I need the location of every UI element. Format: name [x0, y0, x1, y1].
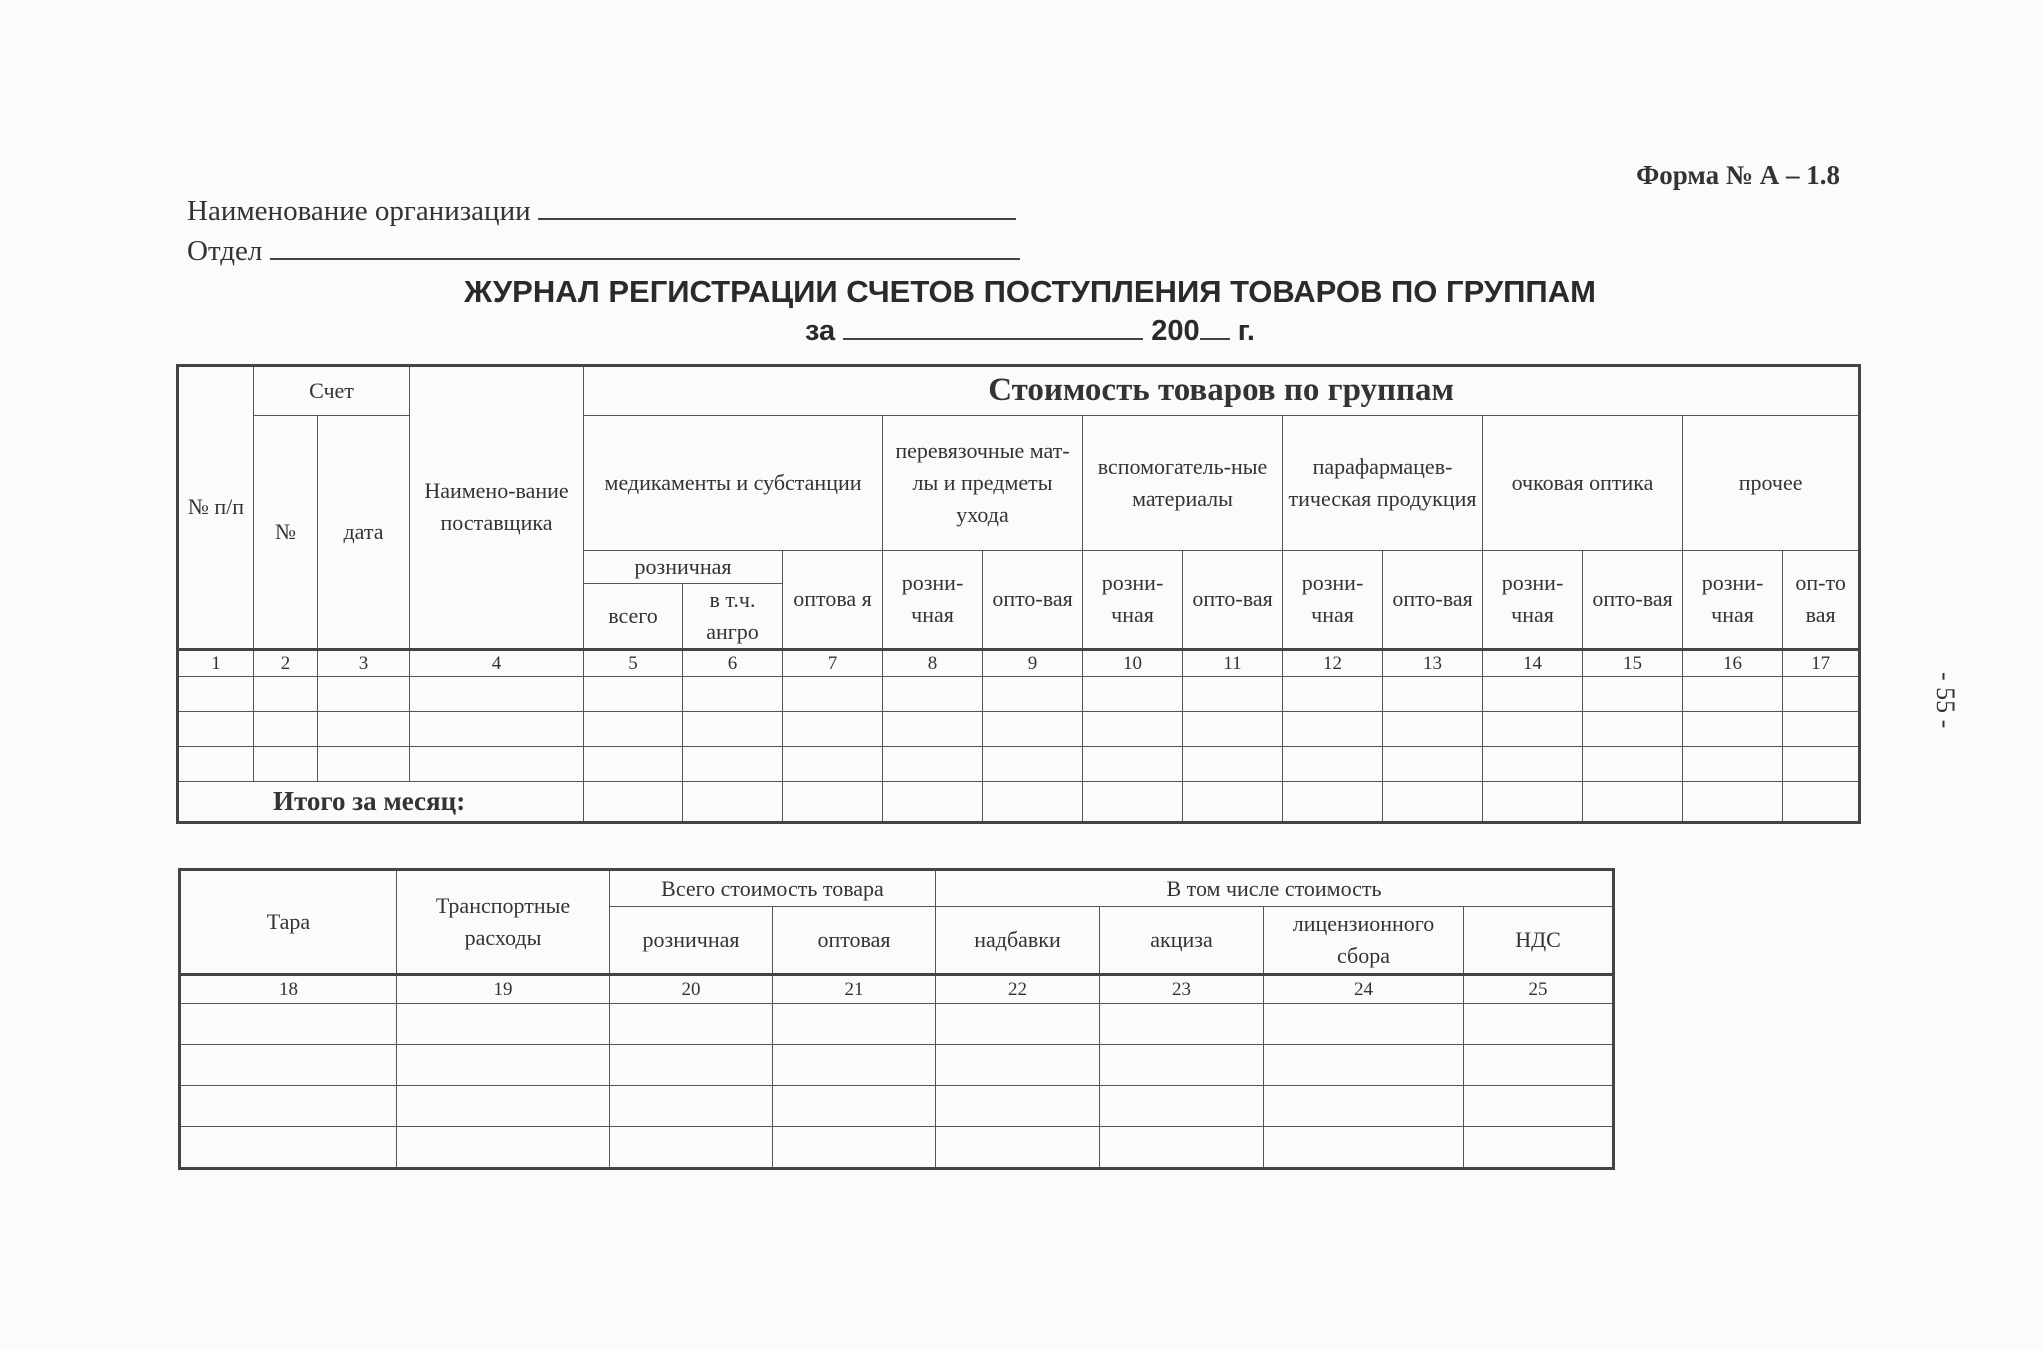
header-retail-incl-angro: в т.ч. ангро — [683, 583, 783, 649]
page-number: - 55 - — [1931, 672, 1960, 729]
header-retail-auxiliary: розни-чная — [1083, 550, 1183, 649]
table-cell[interactable] — [683, 711, 783, 746]
table-cell[interactable] — [783, 781, 883, 822]
table-row — [180, 1004, 1614, 1045]
period-suffix: г. — [1237, 315, 1255, 347]
column-number-row — [180, 975, 1614, 1004]
table-cell[interactable] — [318, 746, 410, 781]
table-cell[interactable] — [1383, 676, 1483, 711]
header-vat: НДС — [1464, 907, 1614, 975]
table-cell[interactable] — [318, 711, 410, 746]
table-cell[interactable] — [1183, 781, 1283, 822]
table-cell[interactable] — [1283, 746, 1383, 781]
table-cell[interactable] — [180, 1086, 397, 1127]
header-wholesale-medicines: оптова я — [783, 550, 883, 649]
header-retail-parapharma: розни-чная — [1283, 550, 1383, 649]
table-cell[interactable] — [1483, 676, 1583, 711]
header-group-dressings: перевязочные мат-лы и предметы ухода — [883, 415, 1083, 550]
column-number: 21 — [773, 975, 936, 1004]
column-number: 17 — [1783, 649, 1860, 676]
column-number: 20 — [610, 975, 773, 1004]
header-retail: розничная — [584, 550, 783, 583]
total-row — [178, 781, 1860, 822]
cost-breakdown-table — [178, 868, 1615, 1170]
table-cell[interactable] — [1083, 711, 1183, 746]
table-cell[interactable] — [883, 746, 983, 781]
table-cell[interactable] — [1464, 1004, 1614, 1045]
table-cell[interactable] — [1264, 1004, 1464, 1045]
table-row — [180, 1127, 1614, 1169]
table-row — [178, 746, 1860, 781]
table-cell[interactable] — [584, 676, 683, 711]
table-cell[interactable] — [1683, 711, 1783, 746]
header-license-fee: лицензионного сбора — [1264, 907, 1464, 975]
header-invoice: Счет — [254, 366, 410, 416]
header-group-parapharma: парафармацев-тическая продукция — [1283, 415, 1483, 550]
table-cell[interactable] — [410, 676, 584, 711]
table-cell[interactable] — [783, 746, 883, 781]
column-number: 12 — [1283, 649, 1383, 676]
period-year: 200 — [1151, 315, 1200, 347]
column-number: 7 — [783, 649, 883, 676]
table-cell[interactable] — [178, 676, 254, 711]
table-cell[interactable] — [180, 1004, 397, 1045]
column-number: 22 — [936, 975, 1100, 1004]
table-cell[interactable] — [783, 711, 883, 746]
table-cell[interactable] — [397, 1127, 610, 1169]
column-number: 25 — [1464, 975, 1614, 1004]
table-cell[interactable] — [983, 781, 1083, 822]
table-cell[interactable] — [1183, 711, 1283, 746]
table-cell[interactable] — [254, 746, 318, 781]
column-number: 13 — [1383, 649, 1483, 676]
table-cell[interactable] — [397, 1045, 610, 1086]
table-cell[interactable] — [883, 676, 983, 711]
table-cell[interactable] — [936, 1127, 1100, 1169]
table-cell[interactable] — [1483, 746, 1583, 781]
table-cell[interactable] — [1783, 711, 1860, 746]
table-cell[interactable] — [1283, 711, 1383, 746]
table-row — [180, 1086, 1614, 1127]
header-retail-optics: розни-чная — [1483, 550, 1583, 649]
table-cell[interactable] — [1383, 781, 1483, 822]
column-number: 16 — [1683, 649, 1783, 676]
table-cell[interactable] — [1264, 1045, 1464, 1086]
table-cell[interactable] — [410, 711, 584, 746]
table-cell[interactable] — [1683, 746, 1783, 781]
table-cell[interactable] — [683, 781, 783, 822]
table-cell[interactable] — [1183, 746, 1283, 781]
table-cell[interactable] — [1783, 781, 1860, 822]
column-number: 6 — [683, 649, 783, 676]
table-cell[interactable] — [584, 746, 683, 781]
table-cell[interactable] — [1283, 676, 1383, 711]
table-cell[interactable] — [254, 711, 318, 746]
period-field[interactable] — [843, 312, 1143, 340]
header-wholesale-dressings: опто-вая — [983, 550, 1083, 649]
table-cell[interactable] — [1583, 711, 1683, 746]
column-number: 15 — [1583, 649, 1683, 676]
table-cell[interactable] — [1183, 676, 1283, 711]
table-cell[interactable] — [1283, 781, 1383, 822]
table-cell[interactable] — [1583, 746, 1683, 781]
table-cell[interactable] — [1083, 676, 1183, 711]
column-number: 24 — [1264, 975, 1464, 1004]
invoice-register-table — [176, 364, 1861, 824]
table-cell[interactable] — [1100, 1086, 1264, 1127]
column-number: 14 — [1483, 649, 1583, 676]
header-retail-dressings: розни-чная — [883, 550, 983, 649]
table-cell[interactable] — [1683, 781, 1783, 822]
header-npp: № п/п — [178, 366, 254, 650]
table-cell[interactable] — [1483, 781, 1583, 822]
period-prefix: за — [805, 315, 836, 347]
period-line — [380, 312, 1680, 348]
table-cell[interactable] — [584, 711, 683, 746]
header-wholesale-auxiliary: опто-вая — [1183, 550, 1283, 649]
table-cell[interactable] — [180, 1127, 397, 1169]
table-cell[interactable] — [1383, 711, 1483, 746]
column-number: 10 — [1083, 649, 1183, 676]
table-cell[interactable] — [1464, 1045, 1614, 1086]
table-row — [178, 711, 1860, 746]
journal-title: ЖУРНАЛ РЕГИСТРАЦИИ СЧЕТОВ ПОСТУПЛЕНИЯ ТОВАРОВ ПО ГРУППАМ — [464, 274, 1596, 309]
table-cell[interactable] — [610, 1045, 773, 1086]
table-row — [180, 1045, 1614, 1086]
organization-label: Наименование организации — [187, 195, 531, 227]
table-cell[interactable] — [610, 1004, 773, 1045]
header-total-cost: Всего стоимость товара — [610, 870, 936, 907]
header-wholesale-parapharma: опто-вая — [1383, 550, 1483, 649]
header-wholesale-other: оп-то вая — [1783, 550, 1860, 649]
header-excise: акциза — [1100, 907, 1264, 975]
header-group-title: Стоимость товаров по группам — [584, 366, 1860, 416]
table-cell[interactable] — [1783, 676, 1860, 711]
table-cell[interactable] — [936, 1086, 1100, 1127]
table-cell[interactable] — [1083, 781, 1183, 822]
column-number: 11 — [1183, 649, 1283, 676]
year-field[interactable] — [1200, 312, 1230, 340]
table-cell[interactable] — [1100, 1004, 1264, 1045]
table-cell[interactable] — [410, 746, 584, 781]
table-cell[interactable] — [584, 781, 683, 822]
table-cell[interactable] — [178, 746, 254, 781]
table-cell[interactable] — [1683, 676, 1783, 711]
table-cell[interactable] — [983, 746, 1083, 781]
table-cell[interactable] — [1100, 1127, 1264, 1169]
table-cell[interactable] — [1100, 1045, 1264, 1086]
form-number: Форма № А – 1.8 — [1636, 160, 1840, 190]
table-cell[interactable] — [883, 781, 983, 822]
department-label: Отдел — [187, 235, 263, 267]
header-group-auxiliary: вспомогатель-ные материалы — [1083, 415, 1283, 550]
header-transport: Транспортные расходы — [397, 870, 610, 975]
column-number: 3 — [318, 649, 410, 676]
column-number: 18 — [180, 975, 397, 1004]
table-cell[interactable] — [683, 676, 783, 711]
table-cell[interactable] — [773, 1004, 936, 1045]
table-cell[interactable] — [1383, 746, 1483, 781]
table-cell[interactable] — [1083, 746, 1183, 781]
header-invoice-date: дата — [318, 415, 410, 649]
header-total-retail: розничная — [610, 907, 773, 975]
column-number-row — [178, 649, 1860, 676]
column-number: 5 — [584, 649, 683, 676]
column-number: 9 — [983, 649, 1083, 676]
table-cell[interactable] — [1264, 1086, 1464, 1127]
table-cell[interactable] — [1483, 711, 1583, 746]
table-cell[interactable] — [178, 711, 254, 746]
table-cell[interactable] — [936, 1004, 1100, 1045]
organization-line — [187, 194, 1016, 228]
table-cell[interactable] — [983, 676, 1083, 711]
department-line — [187, 234, 1020, 268]
table-cell[interactable] — [254, 676, 318, 711]
header-invoice-number: № — [254, 415, 318, 649]
column-number: 4 — [410, 649, 584, 676]
table-cell[interactable] — [610, 1127, 773, 1169]
column-number: 19 — [397, 975, 610, 1004]
table-cell[interactable] — [397, 1086, 610, 1127]
table-cell[interactable] — [773, 1086, 936, 1127]
table-cell[interactable] — [1583, 676, 1683, 711]
header-tara: Тара — [180, 870, 397, 975]
department-field[interactable] — [270, 234, 1020, 260]
table-cell[interactable] — [318, 676, 410, 711]
column-number: 2 — [254, 649, 318, 676]
header-retail-other: розни-чная — [1683, 550, 1783, 649]
organization-field[interactable] — [538, 194, 1016, 220]
column-number: 23 — [1100, 975, 1264, 1004]
table-cell[interactable] — [783, 676, 883, 711]
table-cell[interactable] — [936, 1045, 1100, 1086]
header-markups: надбавки — [936, 907, 1100, 975]
header-supplier: Наимено-вание поставщика — [410, 366, 584, 650]
table-cell[interactable] — [683, 746, 783, 781]
table-cell[interactable] — [1583, 781, 1683, 822]
header-group-other: прочее — [1683, 415, 1860, 550]
table-cell[interactable] — [983, 711, 1083, 746]
table-cell[interactable] — [883, 711, 983, 746]
header-including-cost: В том числе стоимость — [936, 870, 1614, 907]
table-cell[interactable] — [1783, 746, 1860, 781]
header-retail-total: всего — [584, 583, 683, 649]
table-cell[interactable] — [773, 1127, 936, 1169]
table-cell[interactable] — [1464, 1086, 1614, 1127]
column-number: 8 — [883, 649, 983, 676]
header-wholesale-optics: опто-вая — [1583, 550, 1683, 649]
total-label: Итого за месяц: — [178, 781, 584, 822]
header-group-optics: очковая оптика — [1483, 415, 1683, 550]
table-cell[interactable] — [397, 1004, 610, 1045]
table-cell[interactable] — [1264, 1127, 1464, 1169]
header-total-wholesale: оптовая — [773, 907, 936, 975]
column-number: 1 — [178, 649, 254, 676]
table-cell[interactable] — [610, 1086, 773, 1127]
header-group-medicines: медикаменты и субстанции — [584, 415, 883, 550]
table-cell[interactable] — [180, 1045, 397, 1086]
table-row — [178, 676, 1860, 711]
table-cell[interactable] — [1464, 1127, 1614, 1169]
table-cell[interactable] — [773, 1045, 936, 1086]
